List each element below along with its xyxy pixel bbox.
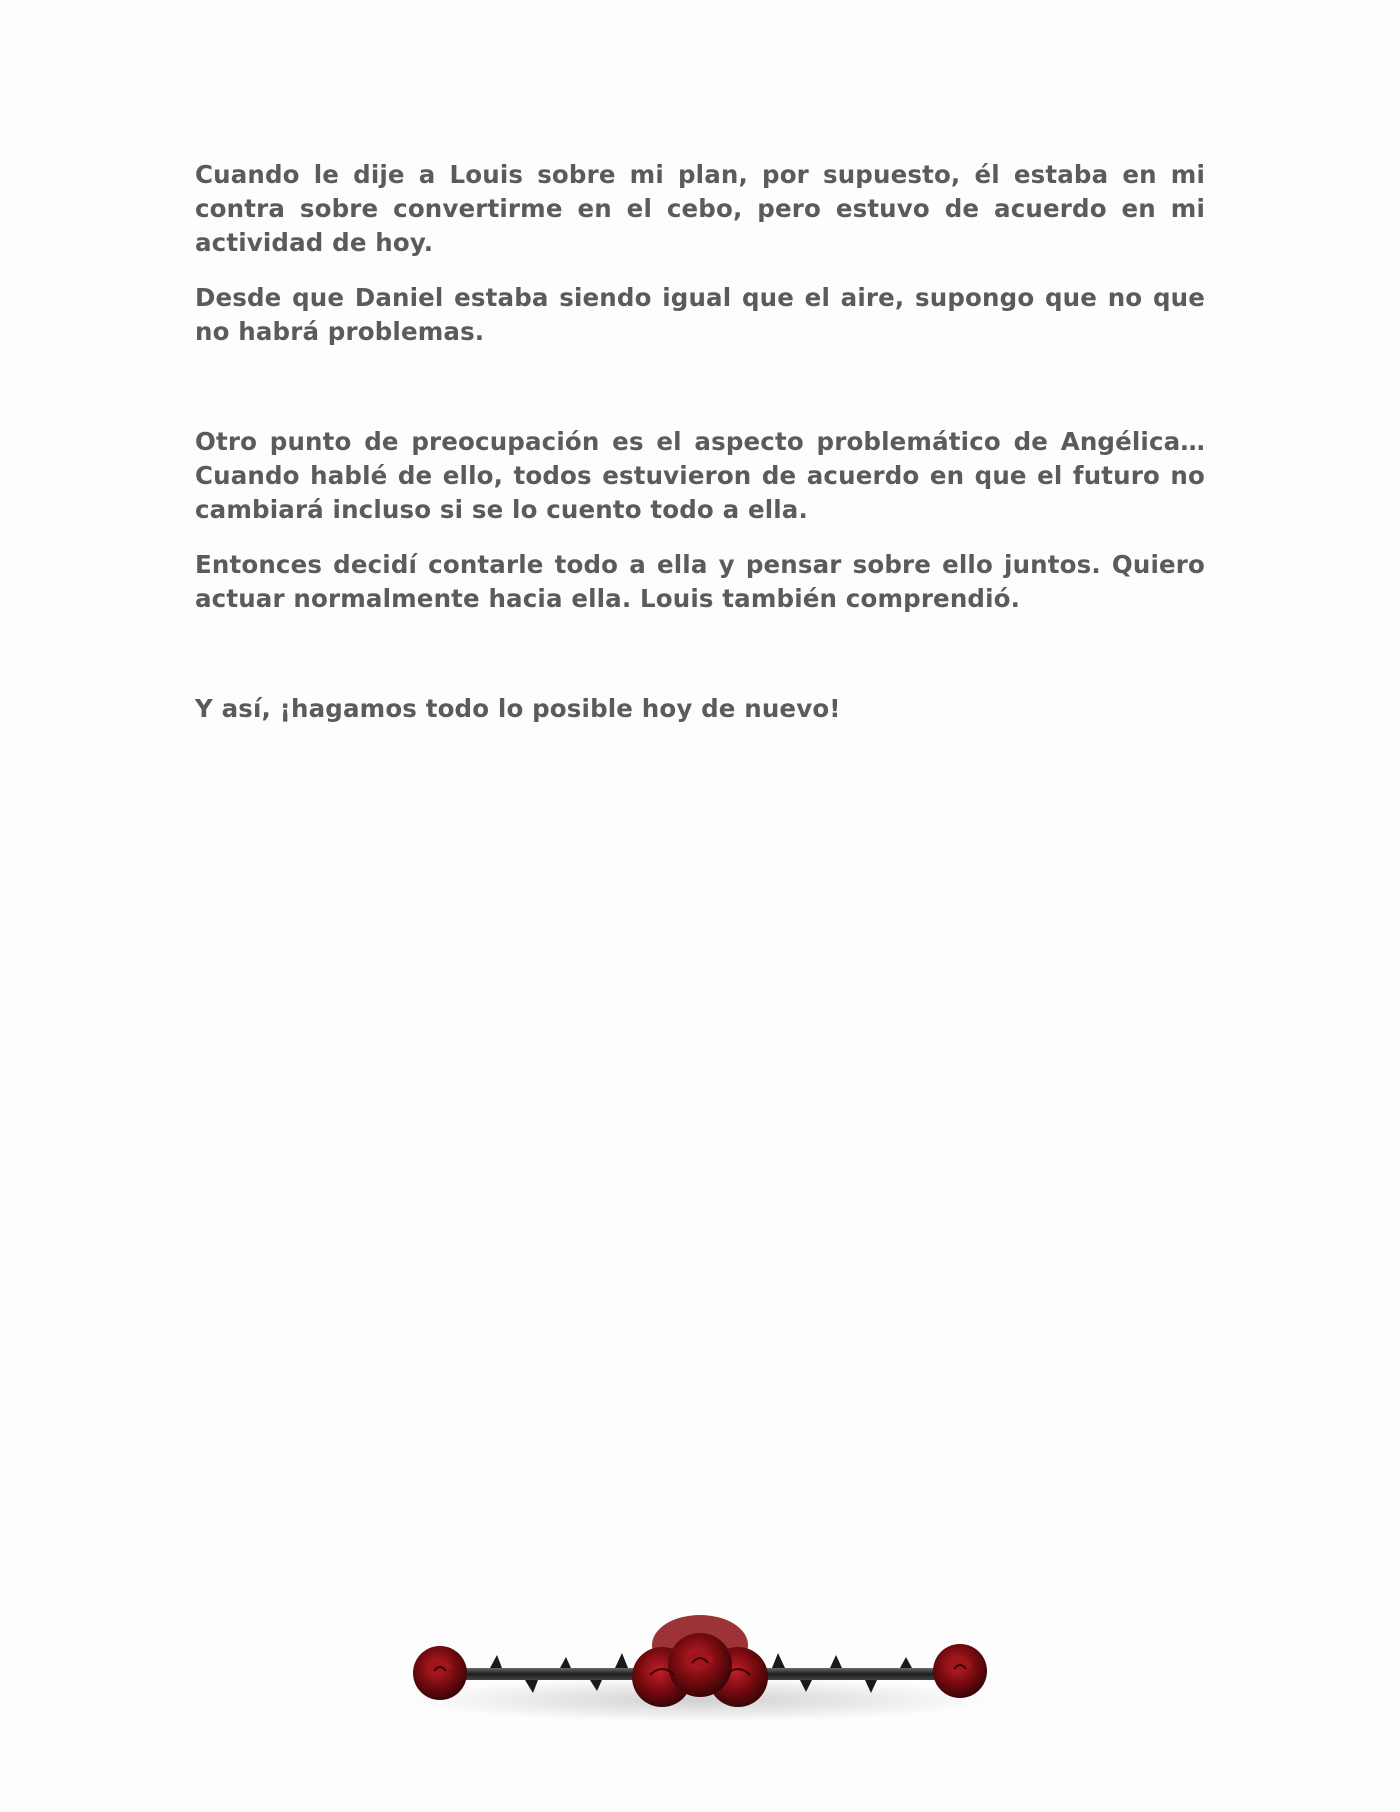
- paragraph-5: Y así, ¡hagamos todo lo posible hoy de nuevo!: [195, 694, 841, 723]
- paragraph-2: Desde que Daniel estaba siendo igual que el aire, supongo que no que no habrá problemas.: [195, 283, 1205, 346]
- rose-divider-icon: [400, 1605, 1000, 1735]
- paragraph-1: Cuando le dije a Louis sobre mi plan, por supuesto, él estaba en mi contra sobre convertirme en el cebo, pero estuvo de acuerdo en mi actividad de hoy.: [195, 160, 1205, 257]
- section-break: [195, 370, 1205, 425]
- paragraph-4: Entonces decidí contarle todo a ella y pensar sobre ello juntos. Quiero actuar normalmente hacia ella. Louis también comprendió.: [195, 550, 1205, 613]
- document-body: [195, 158, 1205, 747]
- section-break: [195, 637, 1205, 692]
- paragraph-3: Otro punto de preocupación es el aspecto problemático de Angélica… Cuando hablé de ello, todos estuvieron de acuerdo en que el futuro no cambiará incluso si se lo cuento todo a ella.: [195, 427, 1205, 524]
